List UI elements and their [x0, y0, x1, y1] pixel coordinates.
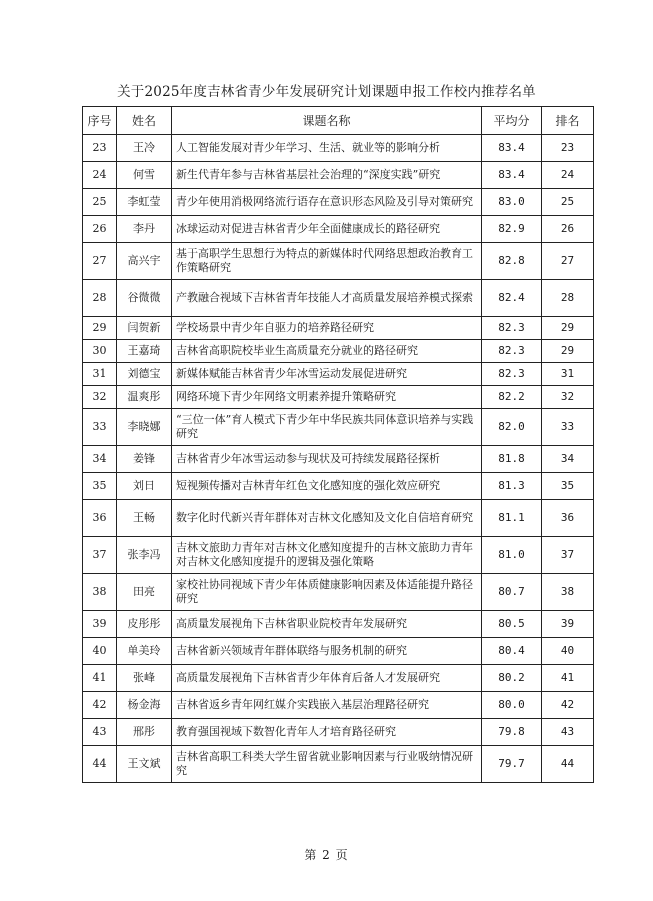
row-number: 44: [83, 746, 117, 783]
row-score: 81.8: [482, 446, 542, 473]
row-score: 82.3: [482, 363, 542, 386]
table-row: [83, 611, 594, 638]
table-row: [83, 473, 594, 500]
row-rank: 41: [542, 665, 594, 692]
row-name: 王冷: [117, 135, 172, 162]
row-name: 温爽彤: [117, 386, 172, 409]
row-number: 29: [83, 317, 117, 340]
row-number: 31: [83, 363, 117, 386]
row-score: 82.4: [482, 280, 542, 317]
row-rank: 36: [542, 500, 594, 537]
row-score: 83.4: [482, 162, 542, 189]
table-row: [83, 189, 594, 216]
row-number: 40: [83, 638, 117, 665]
row-topic: 冰球运动对促进吉林省青少年全面健康成长的路径研究: [172, 216, 482, 243]
row-topic: 教育强国视域下数智化青年人才培育路径研究: [172, 719, 482, 746]
row-score: 81.0: [482, 537, 542, 574]
row-number: 43: [83, 719, 117, 746]
row-name: 邢彤: [117, 719, 172, 746]
table-row: [83, 409, 594, 446]
row-number: 34: [83, 446, 117, 473]
row-name: 田亮: [117, 574, 172, 611]
row-topic: 吉林文旅助力青年对吉林文化感知度提升的吉林文旅助力青年对吉林文化感知度提升的逻辑及强化策略: [172, 537, 482, 574]
row-number: 30: [83, 340, 117, 363]
row-rank: 26: [542, 216, 594, 243]
row-name: 李虹莹: [117, 189, 172, 216]
table-row: [83, 340, 594, 363]
row-name: 高兴宇: [117, 243, 172, 280]
row-score: 79.7: [482, 746, 542, 783]
table-header-row: [83, 107, 594, 135]
row-name: 李晓娜: [117, 409, 172, 446]
row-number: 39: [83, 611, 117, 638]
table-row: [83, 446, 594, 473]
row-rank: 24: [542, 162, 594, 189]
row-number: 24: [83, 162, 117, 189]
table-row: [83, 746, 594, 783]
row-topic: 数字化时代新兴青年群体对吉林文化感知及文化自信培育研究: [172, 500, 482, 537]
row-topic: 网络环境下青少年网络文明素养提升策略研究: [172, 386, 482, 409]
row-topic: 吉林省青少年冰雪运动参与现状及可持续发展路径探析: [172, 446, 482, 473]
row-rank: 32: [542, 386, 594, 409]
row-number: 23: [83, 135, 117, 162]
row-score: 82.3: [482, 340, 542, 363]
row-score: 80.7: [482, 574, 542, 611]
table-row: [83, 692, 594, 719]
row-topic: 高质量发展视角下吉林省青少年体育后备人才发展研究: [172, 665, 482, 692]
table-row: [83, 665, 594, 692]
row-number: 28: [83, 280, 117, 317]
row-name: 李丹: [117, 216, 172, 243]
header-topic: 课题名称: [172, 107, 482, 135]
row-number: 33: [83, 409, 117, 446]
row-score: 81.1: [482, 500, 542, 537]
table-row: [83, 243, 594, 280]
table-row: [83, 162, 594, 189]
row-score: 80.5: [482, 611, 542, 638]
row-score: 80.2: [482, 665, 542, 692]
row-number: 42: [83, 692, 117, 719]
row-name: 刘日: [117, 473, 172, 500]
header-no: 序号: [83, 107, 117, 135]
header-score: 平均分: [482, 107, 542, 135]
header-rank: 排名: [542, 107, 594, 135]
row-number: 26: [83, 216, 117, 243]
row-name: 刘德宝: [117, 363, 172, 386]
row-score: 82.9: [482, 216, 542, 243]
row-rank: 27: [542, 243, 594, 280]
row-rank: 33: [542, 409, 594, 446]
row-rank: 44: [542, 746, 594, 783]
row-topic: 吉林省高职工科类大学生留省就业影响因素与行业吸纳情况研究: [172, 746, 482, 783]
table-row: [83, 500, 594, 537]
row-rank: 34: [542, 446, 594, 473]
row-number: 35: [83, 473, 117, 500]
row-number: 36: [83, 500, 117, 537]
row-name: 王畅: [117, 500, 172, 537]
row-name: 谷微微: [117, 280, 172, 317]
row-rank: 37: [542, 537, 594, 574]
row-score: 82.8: [482, 243, 542, 280]
row-topic: 短视频传播对吉林青年红色文化感知度的强化效应研究: [172, 473, 482, 500]
row-name: 何雪: [117, 162, 172, 189]
row-name: 王嘉琦: [117, 340, 172, 363]
row-name: 闫贺新: [117, 317, 172, 340]
row-topic: 吉林省返乡青年网红媒介实践嵌入基层治理路径研究: [172, 692, 482, 719]
row-topic: 产教融合视域下吉林省青年技能人才高质量发展培养模式探索: [172, 280, 482, 317]
row-name: 张峰: [117, 665, 172, 692]
table-row: [83, 638, 594, 665]
table-row: [83, 363, 594, 386]
row-number: 38: [83, 574, 117, 611]
table-row: [83, 537, 594, 574]
row-rank: 25: [542, 189, 594, 216]
row-topic: 吉林省高职院校毕业生高质量充分就业的路径研究: [172, 340, 482, 363]
header-name: 姓名: [117, 107, 172, 135]
row-topic: 新生代青年参与吉林省基层社会治理的“深度实践”研究: [172, 162, 482, 189]
row-score: 82.3: [482, 317, 542, 340]
table-row: [83, 719, 594, 746]
row-rank: 23: [542, 135, 594, 162]
row-rank: 31: [542, 363, 594, 386]
row-score: 82.0: [482, 409, 542, 446]
row-topic: 青少年使用消极网络流行语存在意识形态风险及引导对策研究: [172, 189, 482, 216]
row-name: 姜锋: [117, 446, 172, 473]
row-name: 单美玲: [117, 638, 172, 665]
row-score: 79.8: [482, 719, 542, 746]
table-row: [83, 135, 594, 162]
row-score: 81.3: [482, 473, 542, 500]
row-name: 皮彤彤: [117, 611, 172, 638]
row-number: 27: [83, 243, 117, 280]
row-topic: 人工智能发展对青少年学习、生活、就业等的影响分析: [172, 135, 482, 162]
row-score: 83.4: [482, 135, 542, 162]
row-name: 张李冯: [117, 537, 172, 574]
table-row: [83, 216, 594, 243]
row-rank: 42: [542, 692, 594, 719]
table-row: [83, 317, 594, 340]
row-rank: 28: [542, 280, 594, 317]
row-rank: 29: [542, 340, 594, 363]
row-rank: 38: [542, 574, 594, 611]
table-body: [83, 135, 594, 783]
row-name: 王文斌: [117, 746, 172, 783]
row-number: 32: [83, 386, 117, 409]
row-topic: 吉林省新兴领域青年群体联络与服务机制的研究: [172, 638, 482, 665]
row-number: 25: [83, 189, 117, 216]
row-score: 83.0: [482, 189, 542, 216]
row-score: 80.4: [482, 638, 542, 665]
table-row: [83, 574, 594, 611]
row-topic: 基于高职学生思想行为特点的新媒体时代网络思想政治教育工作策略研究: [172, 243, 482, 280]
row-topic: 新媒体赋能吉林省青少年冰雪运动发展促进研究: [172, 363, 482, 386]
page-number: 第 2 页: [304, 848, 349, 862]
row-topic: 家校社协同视域下青少年体质健康影响因素及体适能提升路径研究: [172, 574, 482, 611]
row-name: 杨金海: [117, 692, 172, 719]
row-topic: 学校场景中青少年自驱力的培养路径研究: [172, 317, 482, 340]
recommendation-table: [82, 106, 594, 783]
document-title: 关于2025年度吉林省青少年发展研究计划课题申报工作校内推荐名单: [117, 84, 536, 100]
row-topic: 高质量发展视角下吉林省职业院校青年发展研究: [172, 611, 482, 638]
table-row: [83, 386, 594, 409]
row-rank: 29: [542, 317, 594, 340]
row-rank: 43: [542, 719, 594, 746]
table-row: [83, 280, 594, 317]
row-number: 37: [83, 537, 117, 574]
row-score: 82.2: [482, 386, 542, 409]
row-rank: 40: [542, 638, 594, 665]
row-rank: 39: [542, 611, 594, 638]
row-score: 80.0: [482, 692, 542, 719]
row-topic: “三位一体”育人模式下青少年中华民族共同体意识培养与实践研究: [172, 409, 482, 446]
row-rank: 35: [542, 473, 594, 500]
row-number: 41: [83, 665, 117, 692]
